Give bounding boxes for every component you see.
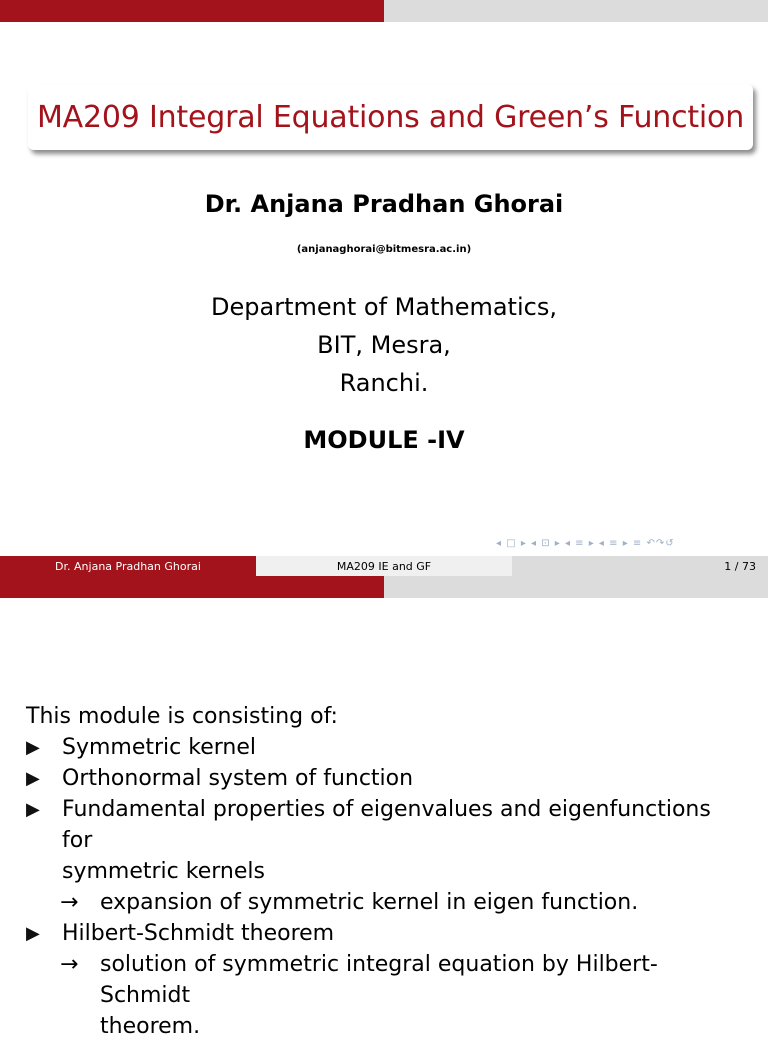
- top-bar: [0, 576, 768, 598]
- institution: [0, 288, 768, 402]
- footer-bar: [0, 556, 768, 576]
- module-contents: [26, 704, 746, 1042]
- list-item: [26, 794, 746, 856]
- title-box: [28, 84, 753, 150]
- top-bar: [0, 0, 768, 22]
- author-email: (anjanaghorai@bitmesra.ac.in): [296, 244, 472, 255]
- top-bar-gray: [384, 0, 768, 22]
- footer-course: MA209 IE and GF: [336, 559, 432, 573]
- list-item-text: Fundamental properties of eigenvalues and eigenfunctions for: [62, 797, 711, 853]
- list-item: [26, 763, 746, 794]
- author-name: Dr. Anjana Pradhan Ghorai: [204, 190, 564, 218]
- content-slide: [0, 576, 768, 1039]
- bullet-triangle-icon: ▶: [26, 768, 40, 789]
- institution-line: Ranchi.: [339, 369, 429, 397]
- top-bar-gray: [384, 576, 768, 598]
- slide-title: MA209 Integral Equations and Green’s Function: [36, 99, 745, 135]
- sub-item-text: solution of symmetric integral equation by Hilbert- Schmidt: [100, 952, 658, 1008]
- right-arrow-icon: →: [60, 890, 79, 915]
- list-item: [26, 732, 746, 763]
- sub-item-text: theorem.: [100, 1014, 201, 1039]
- list-item: [26, 918, 746, 949]
- list-item-text: Symmetric kernel: [62, 735, 256, 760]
- intro-text: This module is consisting of:: [26, 704, 338, 729]
- list-item-text: Hilbert-Schmidt theorem: [62, 921, 335, 946]
- footer-page-number: 1 / 73: [724, 559, 756, 573]
- bullet-triangle-icon: ▶: [26, 799, 40, 820]
- top-bar-red: [0, 576, 384, 598]
- footer-author: Dr. Anjana Pradhan Ghorai: [55, 559, 201, 573]
- top-bar-red: [0, 0, 384, 22]
- sub-item-continuation: [26, 1011, 746, 1042]
- institution-line: BIT, Mesra,: [317, 331, 451, 359]
- footer-author-cell: [0, 556, 256, 576]
- beamer-navigation-icons[interactable]: ◂ □ ▸ ◂ ⊡ ▸ ◂ ≡ ▸ ◂ ≡ ▸ ≡ ↶↷↺: [496, 538, 675, 549]
- sub-item: [26, 949, 746, 1011]
- list-item-text: symmetric kernels: [62, 859, 265, 884]
- right-arrow-icon: →: [60, 952, 79, 977]
- footer-page-cell: [512, 556, 768, 576]
- module-label: MODULE -IV: [303, 426, 465, 454]
- bullet-triangle-icon: ▶: [26, 923, 40, 944]
- footer-course-cell: [256, 556, 512, 576]
- list-item-text: Orthonormal system of function: [62, 766, 414, 791]
- sub-item: [26, 887, 746, 918]
- sub-item-text: expansion of symmetric kernel in eigen function.: [100, 890, 639, 915]
- institution-line: Department of Mathematics,: [211, 293, 557, 321]
- list-item-continuation: [26, 856, 746, 887]
- bullet-triangle-icon: ▶: [26, 737, 40, 758]
